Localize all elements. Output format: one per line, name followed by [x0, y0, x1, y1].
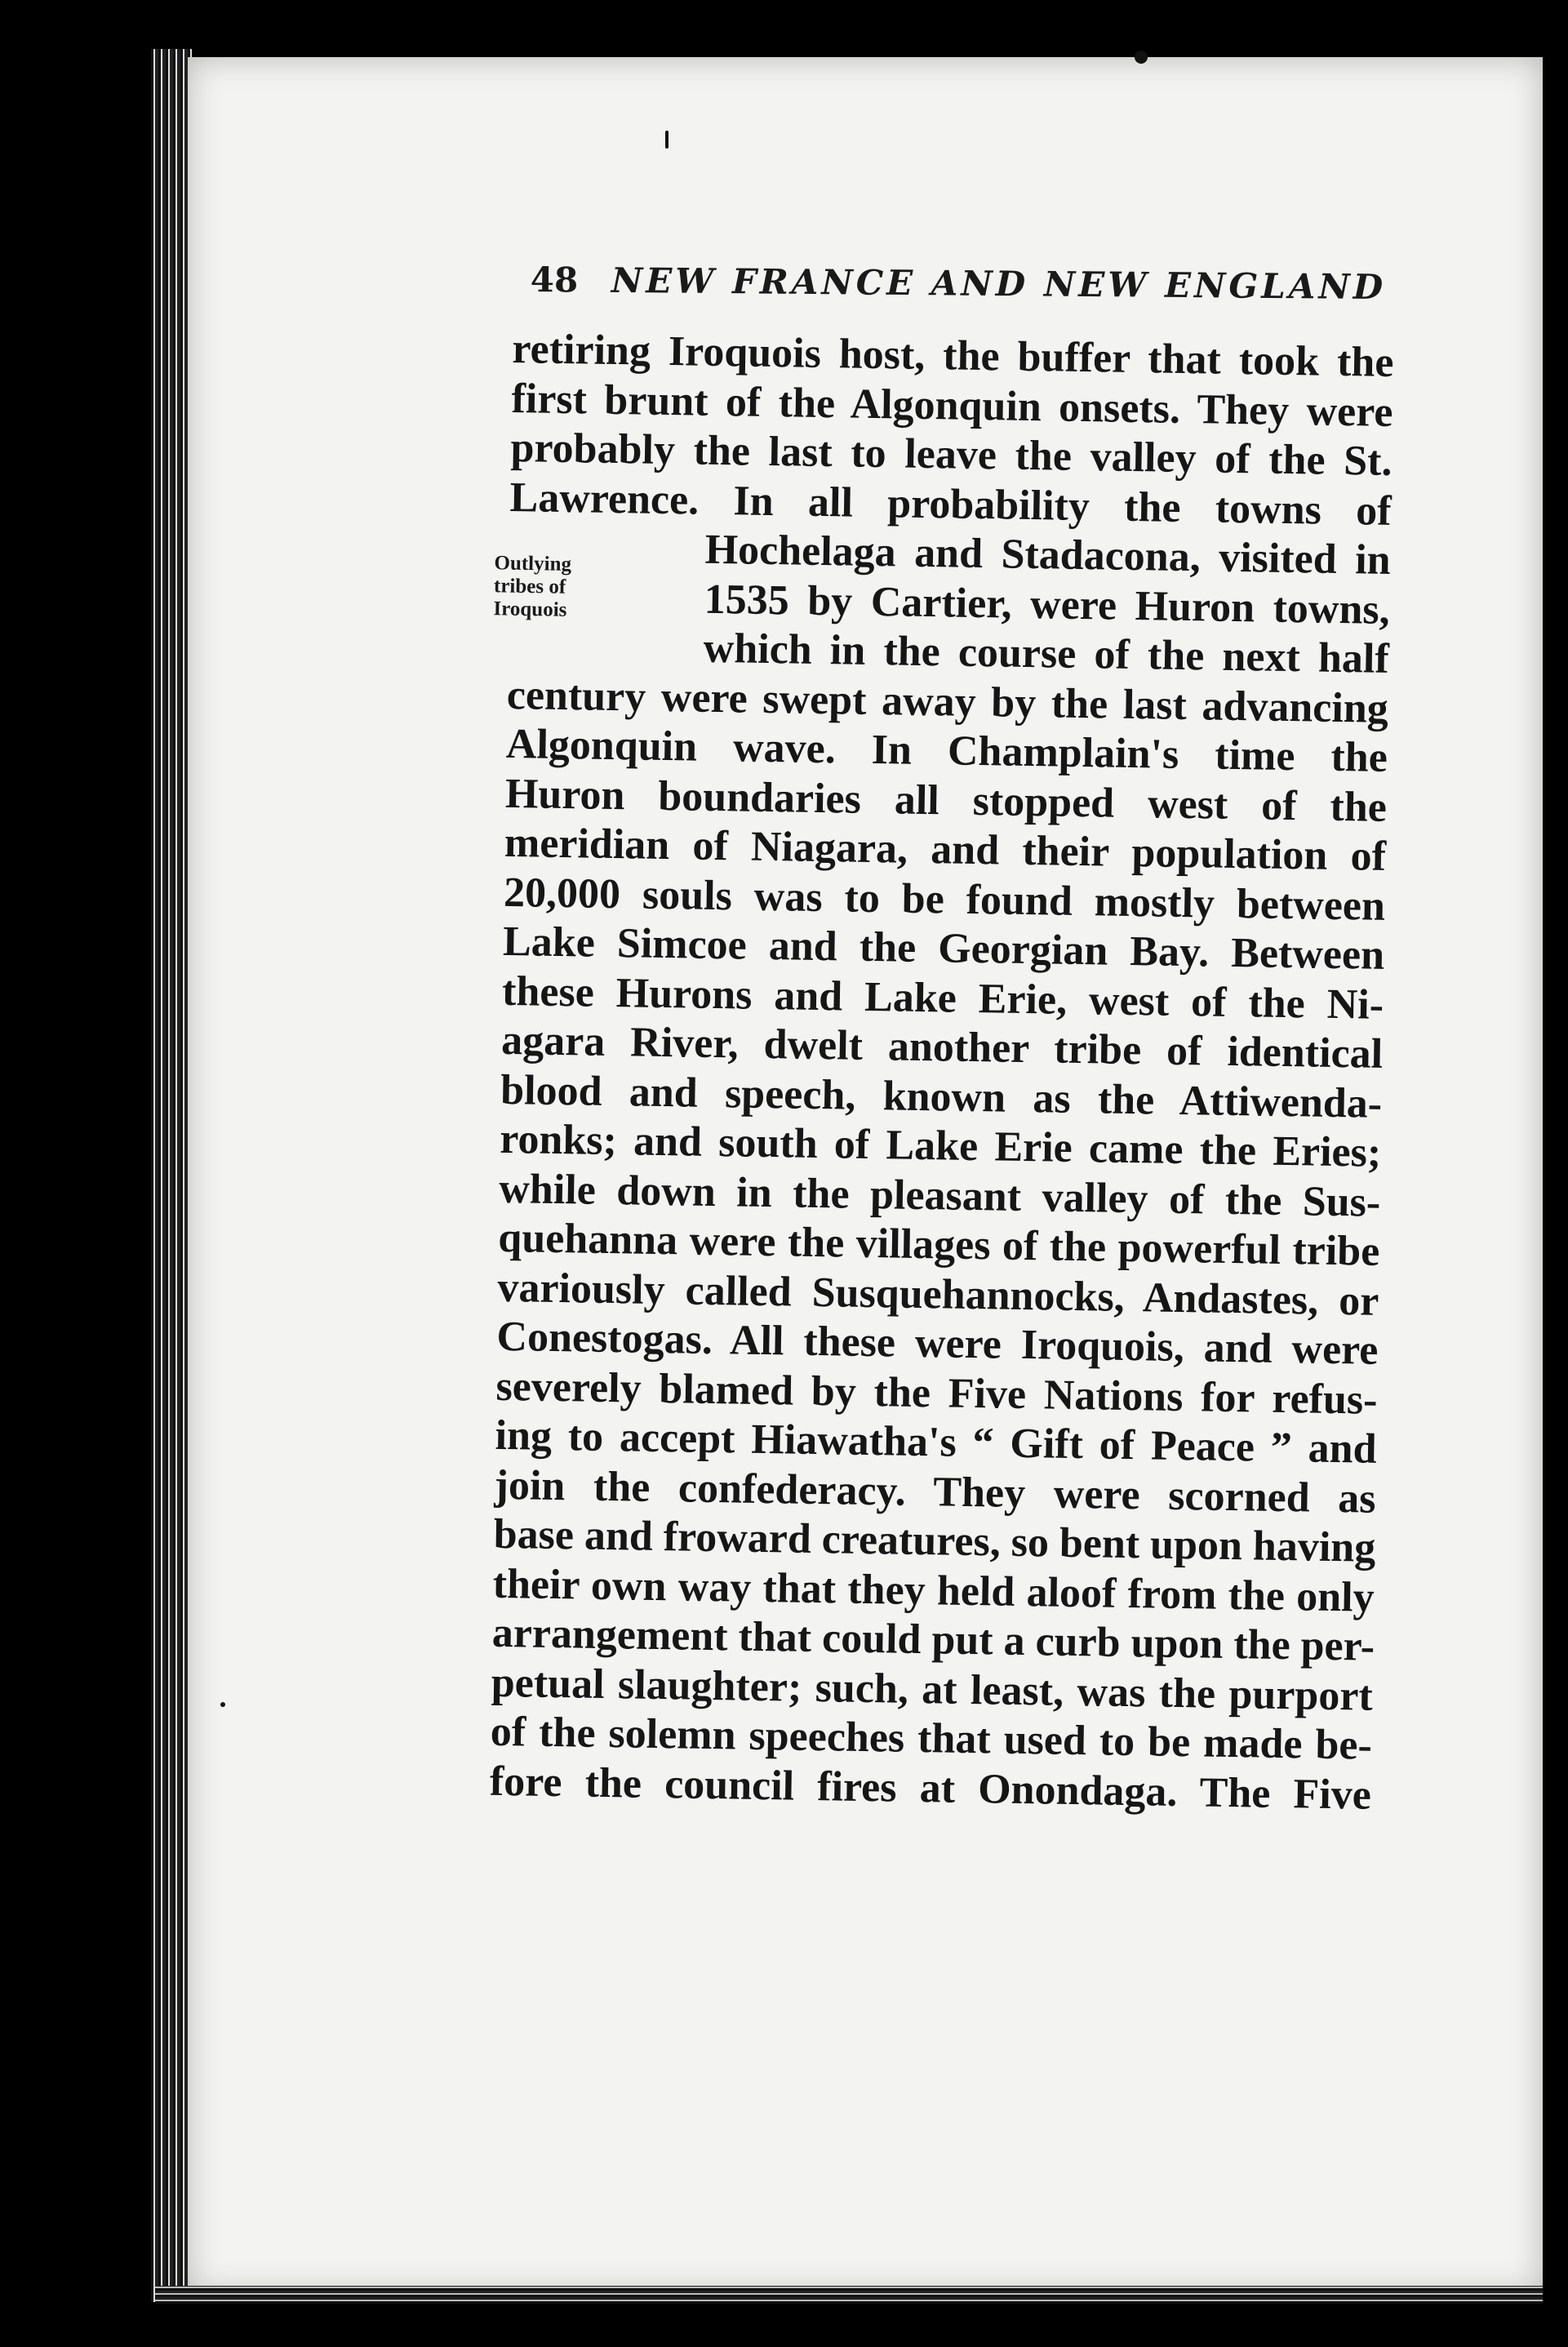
running-head-title: NEW FRANCE AND NEW ENGLAND	[611, 260, 1387, 308]
text-line: severely blamed by the Five Nations for refus-	[495, 1362, 1378, 1424]
text-line: arrangement that could put a curb upon the per-	[491, 1609, 1375, 1670]
text-line: Huron boundaries all stopped west of the	[504, 770, 1388, 831]
page-stack-edge-bottom	[155, 2286, 1543, 2304]
text-line: variously called Susquehannocks, Andastes, or	[497, 1264, 1379, 1325]
text-line: first brunt of the Algonquin onsets. They were	[511, 375, 1393, 436]
text-line: Algonquin wave. In Champlain's time the	[505, 720, 1388, 781]
text-line: Hochelaga and Stadacona, visited in	[704, 526, 1392, 584]
running-head	[530, 260, 1387, 316]
text-line: meridian of Niagara, and their population of	[504, 819, 1387, 880]
text-line: join the confederacy. They were scorned as	[494, 1461, 1376, 1522]
marginal-note-line: Iroquois	[493, 598, 567, 621]
text-line: century were swept away by the last advancing	[506, 671, 1389, 732]
page-stack-edge-left	[151, 49, 192, 2302]
scan-blemish	[665, 131, 669, 149]
text-line: blood and speech, known as the Attiwenda-	[500, 1066, 1383, 1127]
text-line: probably the last to leave the valley of the St.	[510, 424, 1393, 485]
text-line: their own way that they held aloof from the only	[492, 1560, 1375, 1621]
text-line: ing to accept Hiawatha's “ Gift of Peace ” and	[495, 1411, 1377, 1473]
text-line: while down in the pleasant valley of the Sus-	[498, 1165, 1381, 1226]
text-line: retiring Iroquois host, the buffer that took the	[512, 325, 1394, 386]
text-line: 20,000 souls was to be found mostly between	[503, 869, 1386, 930]
text-line: quehanna were the villages of the powerful tribe	[497, 1214, 1380, 1275]
text-line: fore the council fires at Onondaga. The Five	[489, 1758, 1372, 1819]
text-line: 1535 by Cartier, were Huron towns,	[704, 576, 1391, 633]
text-line: Lawrence. In all probability the towns of	[509, 473, 1393, 535]
text-line: which in the course of the next half	[703, 625, 1390, 682]
text-line: petual slaughter; such, at least, was the purport	[491, 1659, 1374, 1720]
body-text	[489, 325, 1426, 1820]
scan-blemish	[1135, 51, 1148, 64]
text-line: of the solemn speeches that used to be made be-	[490, 1708, 1373, 1769]
text-line: base and froward creatures, so bent upon having	[493, 1510, 1376, 1571]
text-line: ronks; and south of Lake Erie came the Eries;	[499, 1115, 1382, 1176]
scan-blemish	[220, 1702, 225, 1707]
page-number: 48	[530, 260, 579, 300]
text-line: agara River, dwelt another tribe of identical	[500, 1016, 1384, 1078]
text-line: Conestogas. All these were Iroquois, and were	[496, 1313, 1379, 1374]
text-line: Lake Simcoe and the Georgian Bay. Between	[502, 918, 1385, 979]
text-line: these Hurons and Lake Erie, west of the Ni-	[501, 967, 1384, 1029]
marginal-note-line: Outlying	[494, 552, 572, 576]
marginal-note-line: tribes of	[493, 575, 566, 598]
